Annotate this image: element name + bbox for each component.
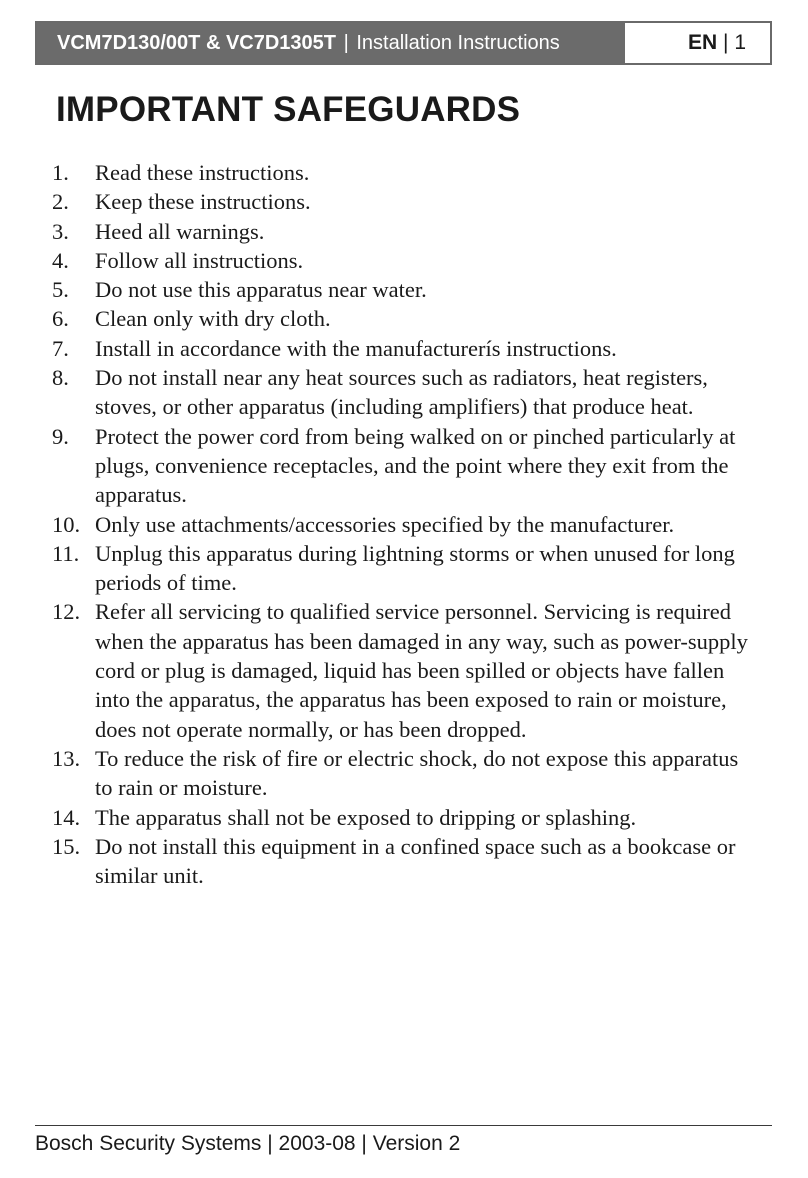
page-title: IMPORTANT SAFEGUARDS [56,90,521,129]
footer-text: Bosch Security Systems | 2003-08 | Version 2 [35,1132,461,1155]
safeguard-text: The apparatus shall not be exposed to dripping or splashing. [95,804,637,830]
safeguard-item [52,275,752,304]
safeguard-text: Do not install near any heat sources such as radiators, heat registers, stoves, or other apparatus (including amplifiers) that produce heat. [95,365,708,420]
safeguard-item [52,597,752,743]
footer-divider [35,1125,772,1126]
model-number: VCM7D130/00T & VC7D1305T [57,32,337,54]
safeguard-item [52,422,752,510]
safeguard-item [52,217,752,246]
safeguard-number: 11. [52,540,80,566]
safeguard-number: 10. [52,511,81,537]
safeguard-number: 1. [52,160,69,185]
safeguard-text: Do not use this apparatus near water. [95,277,427,303]
safeguard-number: 6. [52,306,69,332]
safeguard-text: Heed all warnings. [95,218,265,244]
header-title-block [37,23,625,63]
safeguard-item [52,510,752,539]
safeguard-number: 14. [52,804,81,830]
safeguard-number: 7. [52,335,69,361]
safeguard-text: Refer all servicing to qualified service personnel. Servicing is required when the apparatus has been damaged in any way, such as power-supply cord or plug is damaged, liquid has been spilled or objects have fallen into the apparatus, the apparatus has been exposed to rain or moisture, does not operate normally, or has been dropped. [95,599,748,742]
safeguard-number: 5. [52,277,69,303]
safeguard-number: 12. [52,599,81,625]
safeguard-text: Unplug this apparatus during lightning storms or when unused for long periods of time. [95,540,735,596]
safeguard-text: Follow all instructions. [95,247,304,273]
safeguard-item [52,832,752,891]
safeguard-text: Protect the power cord from being walked on or pinched particularly at plugs, convenience receptacles, and the point where they exit from the apparatus. [95,423,736,508]
safeguard-number: 9. [52,423,69,449]
safeguard-number: 8. [52,365,69,391]
safeguard-number: 15. [52,833,81,859]
document-header [35,21,772,65]
safeguards-list [52,158,752,890]
header-separator: | [343,32,349,54]
safeguard-item [52,363,752,422]
safeguard-text: Only use attachments/accessories specified by the manufacturer. [95,511,675,537]
safeguard-item [52,246,752,275]
safeguard-text: Keep these instructions. [95,189,311,215]
safeguard-number: 3. [52,218,69,244]
page-number: 1 [734,31,746,54]
safeguard-number: 2. [52,189,69,215]
safeguard-item [52,744,752,803]
safeguard-text: Do not install this equipment in a confined space such as a bookcase or similar unit. [95,833,736,889]
header-language-page [625,23,770,63]
safeguard-text: Clean only with dry cloth. [95,306,331,332]
safeguard-item [52,334,752,363]
safeguard-text: To reduce the risk of fire or electric shock, do not expose this apparatus to rain or moisture. [95,745,739,801]
safeguard-text: Read these instructions. [95,160,310,185]
safeguard-item [52,304,752,333]
safeguard-item [52,158,752,187]
language-code: EN [687,31,718,54]
safeguard-item [52,803,752,832]
safeguard-number: 13. [52,745,81,771]
safeguard-item [52,187,752,216]
section-title: Installation Instructions [356,32,560,54]
safeguard-number: 4. [52,247,69,273]
safeguard-text: Install in accordance with the manufacturerís instructions. [95,335,617,361]
safeguard-item [52,539,752,598]
page-separator: | [723,31,729,54]
